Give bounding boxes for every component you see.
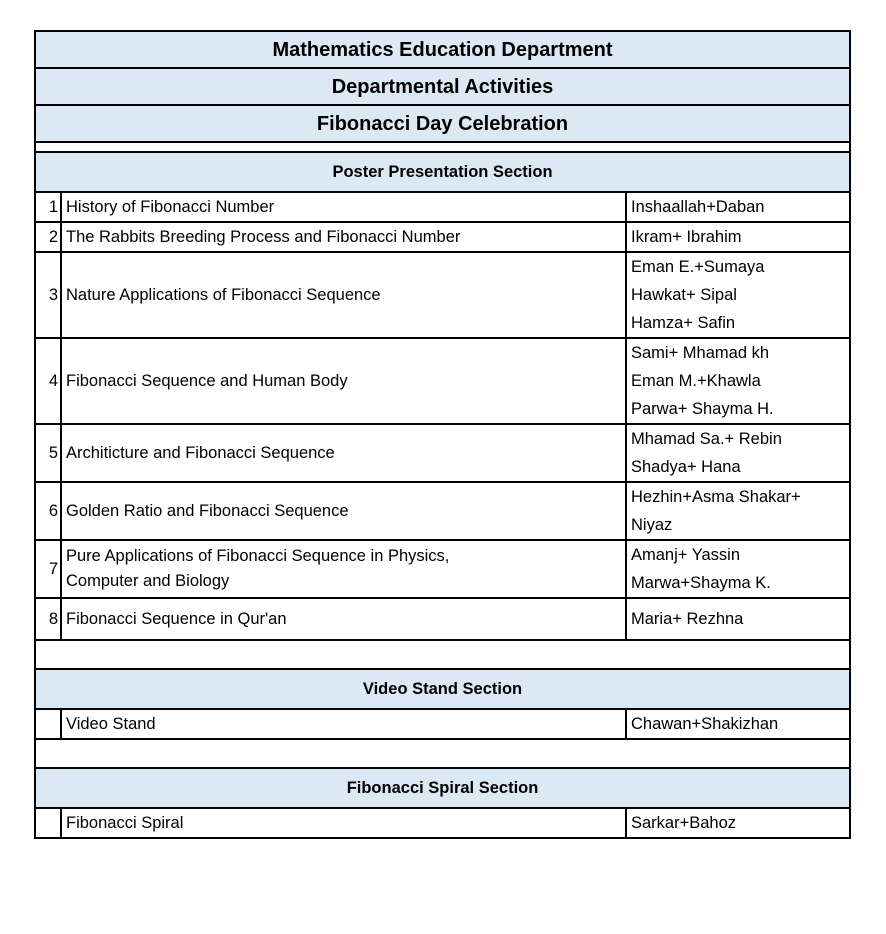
spacer-row [35, 142, 850, 152]
row-number[interactable]: 4 [35, 338, 61, 424]
presenter-line: Hawkat+ Sipal [631, 286, 737, 304]
presenter-line: Niyaz [631, 516, 673, 534]
presenter-line: Hezhin+Asma Shakar+ [631, 488, 801, 506]
table-row [35, 482, 850, 540]
topic-cell[interactable]: Nature Applications of Fibonacci Sequence [61, 252, 626, 338]
presenter-line: Sami+ Mhamad kh [631, 344, 770, 362]
topic-cell[interactable]: Architicture and Fibonacci Sequence [61, 424, 626, 482]
spiral-section-header-row [35, 768, 850, 808]
video-section-heading[interactable]: Video Stand Section [35, 669, 850, 709]
presenters-cell[interactable] [626, 482, 850, 540]
event-title[interactable]: Fibonacci Day Celebration [35, 105, 850, 142]
table-row [35, 222, 850, 252]
title-row-activities [35, 68, 850, 105]
presenters-cell[interactable] [626, 192, 850, 222]
poster-section-header-row [35, 152, 850, 192]
presenters-cell[interactable] [626, 540, 850, 598]
department-title[interactable]: Mathematics Education Department [35, 31, 850, 68]
table-row [35, 808, 850, 838]
topic-cell[interactable]: Fibonacci Sequence in Qur'an [61, 598, 626, 640]
presenters-cell[interactable] [626, 424, 850, 482]
table-row [35, 252, 850, 338]
presenter-line: Amanj+ Yassin [631, 546, 740, 564]
presenters-cell[interactable] [626, 338, 850, 424]
row-number[interactable]: 5 [35, 424, 61, 482]
presenter-line: Shadya+ Hana [631, 458, 741, 476]
presenter-line: Hamza+ Safin [631, 314, 736, 332]
topic-cell[interactable] [61, 540, 626, 598]
title-row-event [35, 105, 850, 142]
topic-cell[interactable]: Video Stand [61, 709, 626, 739]
table-row [35, 540, 850, 598]
presenter-line: Inshaallah+Daban [631, 198, 765, 216]
empty-cell[interactable] [35, 640, 850, 669]
poster-section-heading[interactable]: Poster Presentation Section [35, 152, 850, 192]
presenters-cell[interactable] [626, 252, 850, 338]
presenter-line: Maria+ Rezhna [631, 610, 744, 628]
topic-cell[interactable]: The Rabbits Breeding Process and Fibonacci Number [61, 222, 626, 252]
row-number[interactable]: 7 [35, 540, 61, 598]
presenter-line: Eman E.+Sumaya [631, 258, 765, 276]
presenter-line: Ikram+ Ibrahim [631, 228, 742, 246]
topic-cell[interactable]: Fibonacci Sequence and Human Body [61, 338, 626, 424]
presenter-line: Marwa+Shayma K. [631, 574, 771, 592]
spacer-row [35, 640, 850, 669]
title-row-department [35, 31, 850, 68]
presenters-cell[interactable] [626, 222, 850, 252]
activities-sheet [34, 30, 851, 839]
table-row [35, 598, 850, 640]
table-row [35, 338, 850, 424]
activities-title[interactable]: Departmental Activities [35, 68, 850, 105]
presenters-cell[interactable] [626, 808, 850, 838]
presenters-cell[interactable] [626, 709, 850, 739]
video-section-header-row [35, 669, 850, 709]
row-number[interactable] [35, 709, 61, 739]
empty-cell[interactable] [35, 142, 850, 152]
row-number[interactable]: 6 [35, 482, 61, 540]
spiral-section-heading[interactable]: Fibonacci Spiral Section [35, 768, 850, 808]
row-number[interactable]: 1 [35, 192, 61, 222]
presenter-line: Sarkar+Bahoz [631, 814, 737, 832]
presenter-line: Eman M.+Khawla [631, 372, 761, 390]
empty-cell[interactable] [35, 739, 850, 768]
presenters-cell[interactable] [626, 598, 850, 640]
row-number[interactable]: 2 [35, 222, 61, 252]
topic-line: Pure Applications of Fibonacci Sequence in Physics, [66, 547, 450, 565]
topic-line: Computer and Biology [66, 572, 230, 590]
presenter-line: Chawan+Shakizhan [631, 715, 779, 733]
table-row [35, 192, 850, 222]
presenter-line: Mhamad Sa.+ Rebin [631, 430, 782, 448]
topic-cell[interactable]: History of Fibonacci Number [61, 192, 626, 222]
presenter-line: Parwa+ Shayma H. [631, 400, 774, 418]
row-number[interactable]: 8 [35, 598, 61, 640]
table-row [35, 424, 850, 482]
row-number[interactable] [35, 808, 61, 838]
spacer-row [35, 739, 850, 768]
topic-cell[interactable]: Golden Ratio and Fibonacci Sequence [61, 482, 626, 540]
topic-cell[interactable]: Fibonacci Spiral [61, 808, 626, 838]
row-number[interactable]: 3 [35, 252, 61, 338]
table-row [35, 709, 850, 739]
